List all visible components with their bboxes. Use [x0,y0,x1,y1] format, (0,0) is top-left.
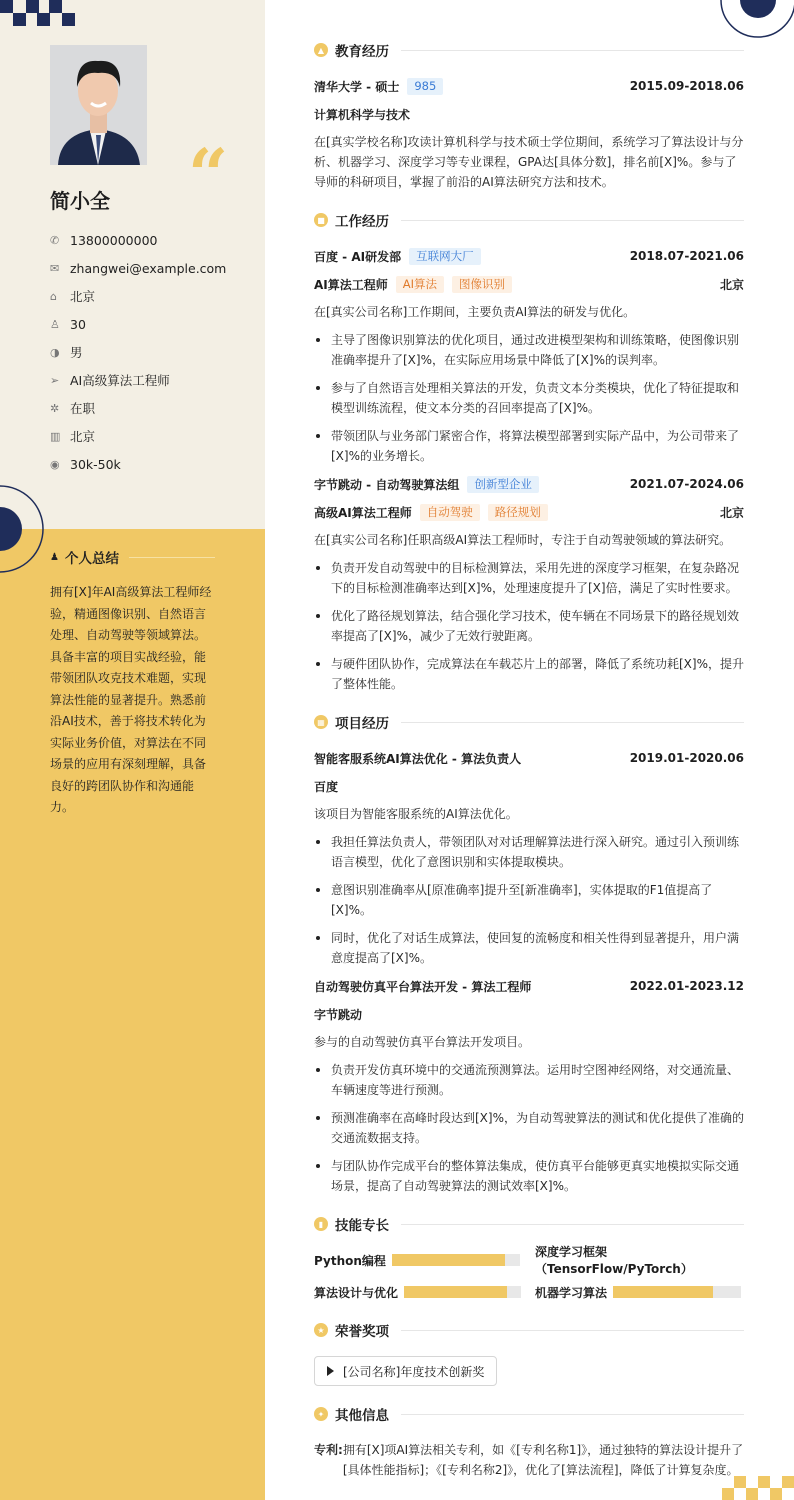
section-awards [314,1320,744,1340]
job-role: AI算法工程师 [314,277,388,292]
status-icon: ✲ [50,401,60,415]
send-icon: ➢ [50,373,60,387]
skill-name: 机器学习算法 [535,1285,608,1300]
salary-text: 30k-50k [70,456,121,472]
summary-title: 个人总结 [64,551,119,567]
skill-bar-fill [613,1286,713,1298]
section-title: 项目经历 [335,716,389,732]
list-item: 同时，优化了对话生成算法，使回复的流畅度和相关性得到显著提升，用户满意度提高了[X]%。 [314,928,744,968]
company-name: 百度 - AI研发部 [314,249,402,264]
major-row [314,105,744,123]
location-text: 北京 [70,289,96,304]
project-org-row [314,777,744,795]
section-title: 荣誉奖项 [335,1324,389,1340]
gender-text: 男 [70,345,83,360]
award-text: [公司名称]年度技术创新奖 [343,1364,485,1379]
person-icon: ♟ [50,551,59,563]
job-city: 北京 [719,505,744,520]
skill-name: 算法设计与优化 [314,1285,399,1300]
project-bullets [314,832,744,976]
play-icon [327,1366,334,1376]
list-item: 负责开发自动驾驶中的目标检测算法，采用先进的深度学习框架，在复杂路况下的目标检测准确率达到[X]%，处理速度提升了[X]倍，满足了实时性要求。 [314,558,744,598]
section-projects [314,712,744,732]
project-org: 字节跳动 [314,1007,363,1022]
info-row [50,282,260,310]
checker-decoration [0,0,80,26]
skill-bar [613,1286,741,1298]
section-title: 工作经历 [335,214,389,230]
list-item: 意图识别准确率从[原准确率]提升至[新准确率]，实体提取的F1值提高了[X]%。 [314,880,744,920]
info-row [50,226,260,254]
section-work [314,210,744,230]
company-tag: 创新型企业 [467,476,539,493]
major: 计算机科学与技术 [314,107,411,122]
salary-icon: ◉ [50,457,60,471]
job-intro: 在[真实公司名称]任职高级AI算法工程师时，专注于自动驾驶领域的算法研究。 [314,533,732,547]
info-row [50,394,260,422]
phone-text: 13800000000 [70,232,158,248]
profile-name: 简小全 [50,189,110,213]
project-bullets [314,1060,744,1204]
phone-icon: ✆ [50,233,60,247]
project-org-row [314,1005,744,1023]
project-intro: 该项目为智能客服系统的AI算法优化。 [314,807,518,821]
divider [401,220,744,221]
skill-item [535,1245,744,1276]
info-row [50,422,260,450]
school-tag: 985 [407,78,443,95]
project-header [314,977,744,995]
status-text: 在职 [70,401,96,416]
divider [401,722,744,723]
education-date: 2015.09-2018.06 [629,79,744,93]
project-header [314,749,744,767]
divider [401,1224,744,1225]
list-item: 与硬件团队协作，完成算法在车载芯片上的部署，降低了系统功耗[X]%，提升了整体性能。 [314,654,744,694]
section-title: 教育经历 [335,44,389,60]
role-tag: 路径规划 [488,504,548,521]
gender-icon: ◑ [50,345,60,359]
project-org: 百度 [314,779,339,794]
home-icon: ⌂ [50,289,57,303]
info-row [50,254,260,282]
circle-decoration-left [0,484,45,574]
age-icon: ♙ [50,317,60,331]
job-header [314,475,744,493]
list-item: 参与了自然语言处理相关算法的开发，负责文本分类模块，优化了特征提取和模型训练流程，使文本分类的召回率提高了[X]%。 [314,378,744,418]
section-title: 技能专长 [335,1218,389,1234]
divider [401,1414,744,1415]
role-tag: 图像识别 [452,276,512,293]
age-text: 30 [70,316,86,332]
project-date: 2022.01-2023.12 [629,979,744,993]
job-intro: 在[真实公司名称]工作期间，主要负责AI算法的研发与优化。 [314,305,636,319]
info-icon: ✦ [314,1407,328,1421]
skill-bar-fill [404,1286,507,1298]
list-item: 我担任算法负责人，带领团队对对话理解算法进行深入研究。通过引入预训练语言模型，优化了意图识别和实体提取模块。 [314,832,744,872]
contact-info [50,226,260,478]
patent-label: 专利: [314,1443,343,1457]
skill-item [535,1283,741,1301]
job-bullets [314,330,744,474]
skill-item [314,1283,521,1301]
target-city-text: 北京 [70,429,96,444]
patent-text: 拥有[X]项AI算法相关专利，如《[专利名称1]》，通过独特的算法设计提升了[具体性能指标]；《[专利名称2]》，优化了[算法流程]，降低了计算复杂度。 [342,1443,744,1477]
job-header [314,247,744,265]
job-city: 北京 [719,277,744,292]
list-item: 带领团队与业务部门紧密合作，将算法模型部署到实际产品中，为公司带来了[X]%的业务增长。 [314,426,744,466]
skill-bar [404,1286,521,1298]
circle-decoration-top [718,0,794,40]
job-date: 2021.07-2024.06 [629,477,744,491]
divider [129,557,215,558]
grid-icon: ▦ [314,715,328,729]
skill-name: Python编程 [314,1253,386,1268]
project-intro: 参与的自动驾驶仿真平台算法开发项目。 [314,1035,531,1049]
briefcase-icon: ■ [314,213,328,227]
divider [401,1330,744,1331]
divider [401,50,744,51]
info-row [50,310,260,338]
job-role-row [314,275,744,293]
job-bullets [314,558,744,702]
education-icon: ▲ [314,43,328,57]
section-title: 其他信息 [335,1408,389,1424]
chart-icon: ▮ [314,1217,328,1231]
skill-item [314,1251,520,1269]
profile-photo [50,45,147,165]
email-text[interactable]: zhangwei@example.com [70,260,227,276]
company-name: 字节跳动 - 自动驾驶算法组 [314,477,460,492]
section-other [314,1404,744,1424]
company-tag: 互联网大厂 [409,248,481,265]
school-name: 清华大学 - 硕士 [314,79,400,94]
other-info [314,1440,744,1480]
mail-icon: ✉ [50,261,60,275]
job-role-row [314,503,744,521]
summary-heading [50,547,215,567]
list-item: 预测准确率在高峰时段达到[X]%，为自动驾驶算法的测试和优化提供了准确的交通流数据支持。 [314,1108,744,1148]
skill-bar-fill [392,1254,505,1266]
position-text: AI高级算法工程师 [70,373,170,388]
role-tag: 自动驾驶 [420,504,480,521]
project-name: 智能客服系统AI算法优化 - 算法负责人 [314,751,522,766]
role-tag: AI算法 [396,276,444,293]
quote-mark: “ [188,133,229,216]
list-item: 主导了图像识别算法的优化项目，通过改进模型架构和训练策略，使图像识别准确率提升了[X]%，在实际应用场景中降低了[X]%的误判率。 [314,330,744,370]
list-item: 与团队协作完成平台的整体算法集成，使仿真平台能够更真实地模拟实际交通场景，提高了自动驾驶算法的测试效率[X]%。 [314,1156,744,1196]
award-icon: ★ [314,1323,328,1337]
section-education [314,40,744,60]
skill-name: 深度学习框架（TensorFlow/PyTorch） [535,1245,693,1276]
job-role: 高级AI算法工程师 [314,505,412,520]
education-desc: 在[真实学校名称]攻读计算机科学与技术硕士学位期间，系统学习了算法设计与分析、机器学习、深度学习等专业课程，GPA达[具体分数]，排名前[X]%。参与了导师的科研项目，掌握了前沿的AI算法研究方法和技术。 [314,135,744,189]
info-row [50,338,260,366]
list-item: 负责开发仿真环境中的交通流预测算法。运用时空图神经网络，对交通流量、车辆速度等进行预测。 [314,1060,744,1100]
info-row [50,450,260,478]
info-row [50,366,260,394]
project-name: 自动驾驶仿真平台算法开发 - 算法工程师 [314,979,532,994]
skill-bar [392,1254,520,1266]
project-date: 2019.01-2020.06 [629,751,744,765]
section-skills [314,1214,744,1234]
job-date: 2018.07-2021.06 [629,249,744,263]
summary-text: 拥有[X]年AI高级算法工程师经验，精通图像识别、自然语言处理、自动驾驶等领域算法。具备丰富的项目实战经验，能带领团队攻克技术难题，实现算法性能的显著提升。熟悉前沿AI技术，善于将技术转化为实际业务价值，对算法在不同场景的应用有深刻理解，具备良好的跨团队协作和沟通能力。 [50,585,212,814]
award-item[interactable] [314,1356,497,1386]
education-row [314,77,744,95]
list-item: 优化了路径规划算法，结合强化学习技术，使车辆在不同场景下的路径规划效率提高了[X]%，减少了无效行驶距离。 [314,606,744,646]
building-icon: ▥ [50,429,61,443]
